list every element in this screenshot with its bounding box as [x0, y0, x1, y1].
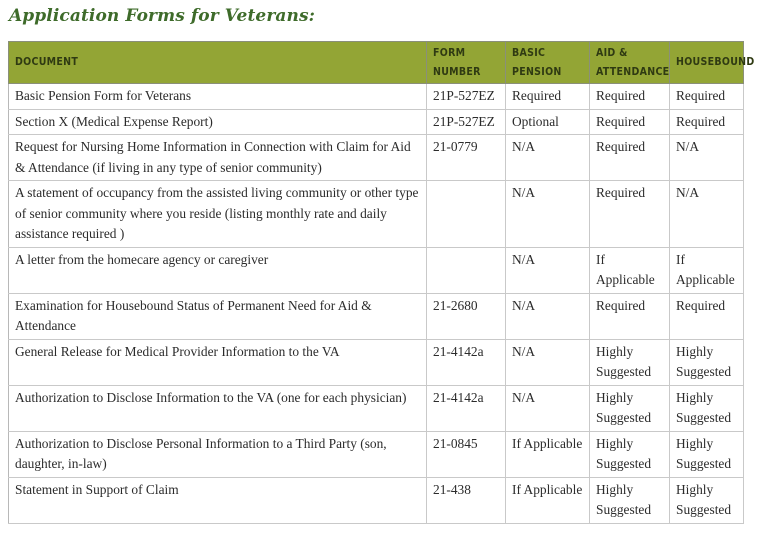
cell-housebound: Required [670, 109, 744, 135]
cell-form-number: 21P-527EZ [427, 109, 506, 135]
cell-form-number: 21-438 [427, 477, 506, 523]
cell-document: Statement in Support of Claim [9, 477, 427, 523]
cell-aid-attendance: Required [590, 135, 670, 181]
table-row [9, 477, 744, 523]
cell-form-number: 21-2680 [427, 293, 506, 339]
header-basic-pension: BASIC PENSION [506, 42, 590, 84]
cell-basic-pension: Required [506, 84, 590, 110]
header-aid-attendance: AID & ATTENDANCE [590, 42, 670, 84]
header-form-number: FORM NUMBER [427, 42, 506, 84]
table-row [9, 84, 744, 110]
cell-basic-pension: N/A [506, 339, 590, 385]
application-forms-table [8, 41, 755, 524]
cell-housebound: Required [670, 293, 744, 339]
cell-housebound: Required [670, 84, 744, 110]
cell-form-number [427, 247, 506, 293]
cell-basic-pension: N/A [506, 181, 590, 248]
table-row [9, 431, 744, 477]
cell-document: Examination for Housebound Status of Permanent Need for Aid & Attendance [9, 293, 427, 339]
cell-basic-pension: N/A [506, 293, 590, 339]
cell-document: Section X (Medical Expense Report) [9, 109, 427, 135]
cell-aid-attendance: Highly Suggested [590, 431, 670, 477]
cell-document: Basic Pension Form for Veterans [9, 84, 427, 110]
cell-aid-attendance: Highly Suggested [590, 385, 670, 431]
cell-housebound: If Applicable [670, 247, 744, 293]
page-title: Application Forms for Veterans: [9, 6, 316, 26]
cell-housebound: N/A [670, 135, 744, 181]
cell-basic-pension: Optional [506, 109, 590, 135]
table-row [9, 135, 744, 181]
cell-housebound: Highly Suggested [670, 477, 744, 523]
cell-aid-attendance: Required [590, 109, 670, 135]
cell-housebound: Highly Suggested [670, 385, 744, 431]
cell-form-number: 21-0845 [427, 431, 506, 477]
cell-document: A letter from the homecare agency or caregiver [9, 247, 427, 293]
cell-document: A statement of occupancy from the assisted living community or other type of senior community where you reside (listing monthly rate and daily assistance required ) [9, 181, 427, 248]
table-row [9, 293, 744, 339]
cell-housebound: Highly Suggested [670, 431, 744, 477]
cell-basic-pension: N/A [506, 247, 590, 293]
table-header-row [9, 42, 744, 84]
header-housebound: HOUSEBOUND [670, 42, 744, 84]
cell-form-number [427, 181, 506, 248]
cell-document: Request for Nursing Home Information in Connection with Claim for Aid & Attendance (if living in any type of senior community) [9, 135, 427, 181]
table-row [9, 247, 744, 293]
cell-form-number: 21-4142a [427, 385, 506, 431]
cell-housebound: N/A [670, 181, 744, 248]
table-row [9, 339, 744, 385]
cell-aid-attendance: Required [590, 293, 670, 339]
cell-aid-attendance: Required [590, 84, 670, 110]
cell-aid-attendance: If Applicable [590, 247, 670, 293]
cell-aid-attendance: Highly Suggested [590, 477, 670, 523]
cell-document: Authorization to Disclose Personal Information to a Third Party (son, daughter, in-law) [9, 431, 427, 477]
cell-basic-pension: N/A [506, 135, 590, 181]
cell-form-number: 21-0779 [427, 135, 506, 181]
cell-basic-pension: If Applicable [506, 477, 590, 523]
table-row [9, 385, 744, 431]
header-document: DOCUMENT [9, 42, 427, 84]
cell-aid-attendance: Highly Suggested [590, 339, 670, 385]
cell-basic-pension: N/A [506, 385, 590, 431]
cell-form-number: 21-4142a [427, 339, 506, 385]
cell-document: General Release for Medical Provider Information to the VA [9, 339, 427, 385]
cell-form-number: 21P-527EZ [427, 84, 506, 110]
cell-basic-pension: If Applicable [506, 431, 590, 477]
cell-aid-attendance: Required [590, 181, 670, 248]
cell-housebound: Highly Suggested [670, 339, 744, 385]
table-row [9, 181, 744, 248]
table-row [9, 109, 744, 135]
cell-document: Authorization to Disclose Information to the VA (one for each physician) [9, 385, 427, 431]
